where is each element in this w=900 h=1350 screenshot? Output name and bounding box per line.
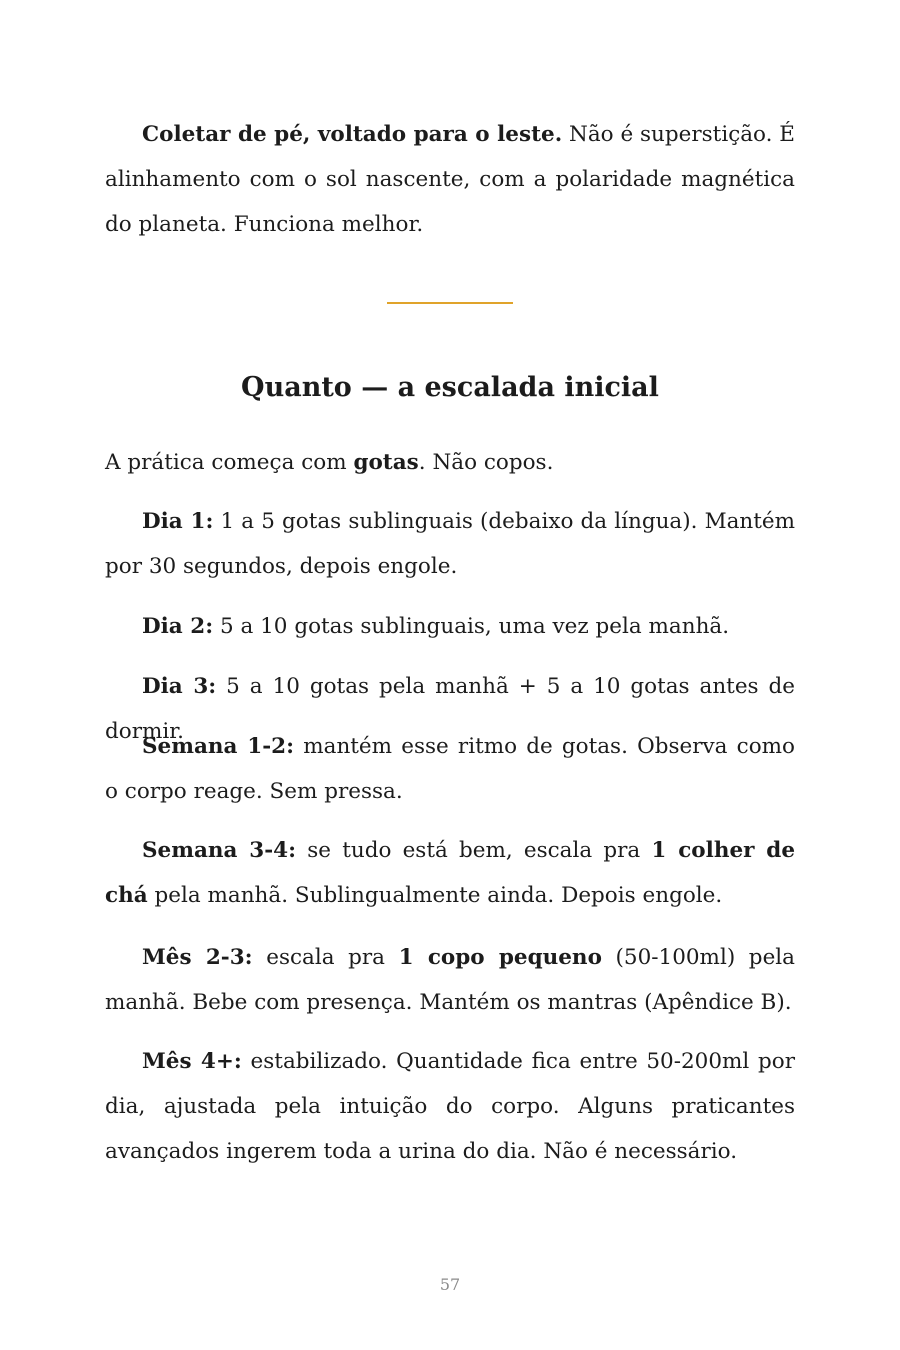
item-lead: Mês 4+:: [142, 1049, 242, 1074]
item-text: mantém esse ritmo de gotas. Observa como o corpo reage. Sem pressa.: [105, 734, 795, 804]
item-bold: 1 copo pequeno: [398, 945, 602, 970]
item-semana-1-2: [105, 724, 795, 814]
item-lead: Dia 2:: [142, 614, 214, 639]
item-bold: 1 colher de chá: [105, 838, 796, 908]
item-text: 1 a 5 gotas sublinguais (debaixo da língua). Mantém por 30 segundos, depois engole.: [105, 509, 796, 579]
book-page: [105, 0, 795, 1350]
item-lead: Semana 1-2:: [142, 734, 295, 759]
item-text: 5 a 10 gotas sublinguais, uma vez pela manhã.: [213, 614, 730, 639]
paragraph-lead: Coletar de pé, voltado para o leste.: [142, 122, 563, 147]
section-title: Quanto — a escalada inicial: [241, 372, 659, 403]
item-lead: Dia 3:: [142, 674, 217, 699]
intro-bold: gotas: [353, 450, 419, 475]
item-semana-3-4: Semana 3-4: se tudo está bem, escala pra 1 colher de chá pela manhã. Sublingualmente ainda. Depois engole.: [105, 838, 796, 908]
item-dia-2: [105, 604, 795, 649]
paragraph-coletar: [105, 112, 795, 247]
item-mes-2-3: Mês 2-3: escala pra 1 copo pequeno (50-100ml) pela manhã. Bebe com presença. Mantém os mantras (Apêndice B).: [105, 945, 795, 1015]
page-number: 57: [439, 1275, 461, 1294]
item-text: 5 a 10 gotas pela manhã + 5 a 10 gotas antes de dormir.: [105, 674, 795, 744]
item-lead: Mês 2-3:: [142, 945, 253, 970]
item-dia-1: [105, 499, 795, 589]
item-mes-4-plus: [105, 1039, 795, 1174]
paragraph-text: Não é superstição. É alinhamento com o sol nascente, com a polaridade magnética do planeta. Funciona melhor.: [105, 122, 795, 237]
item-lead: Semana 3-4:: [142, 838, 297, 863]
section-intro: A prática começa com gotas. Não copos.: [105, 450, 554, 475]
item-lead: Dia 1:: [142, 509, 214, 534]
item-text: estabilizado. Quantidade fica entre 50-200ml por dia, ajustada pela intuição do corpo. Alguns praticantes avançados ingerem toda a urina do dia. Não é necessário.: [105, 1049, 795, 1164]
section-divider: [387, 302, 513, 304]
